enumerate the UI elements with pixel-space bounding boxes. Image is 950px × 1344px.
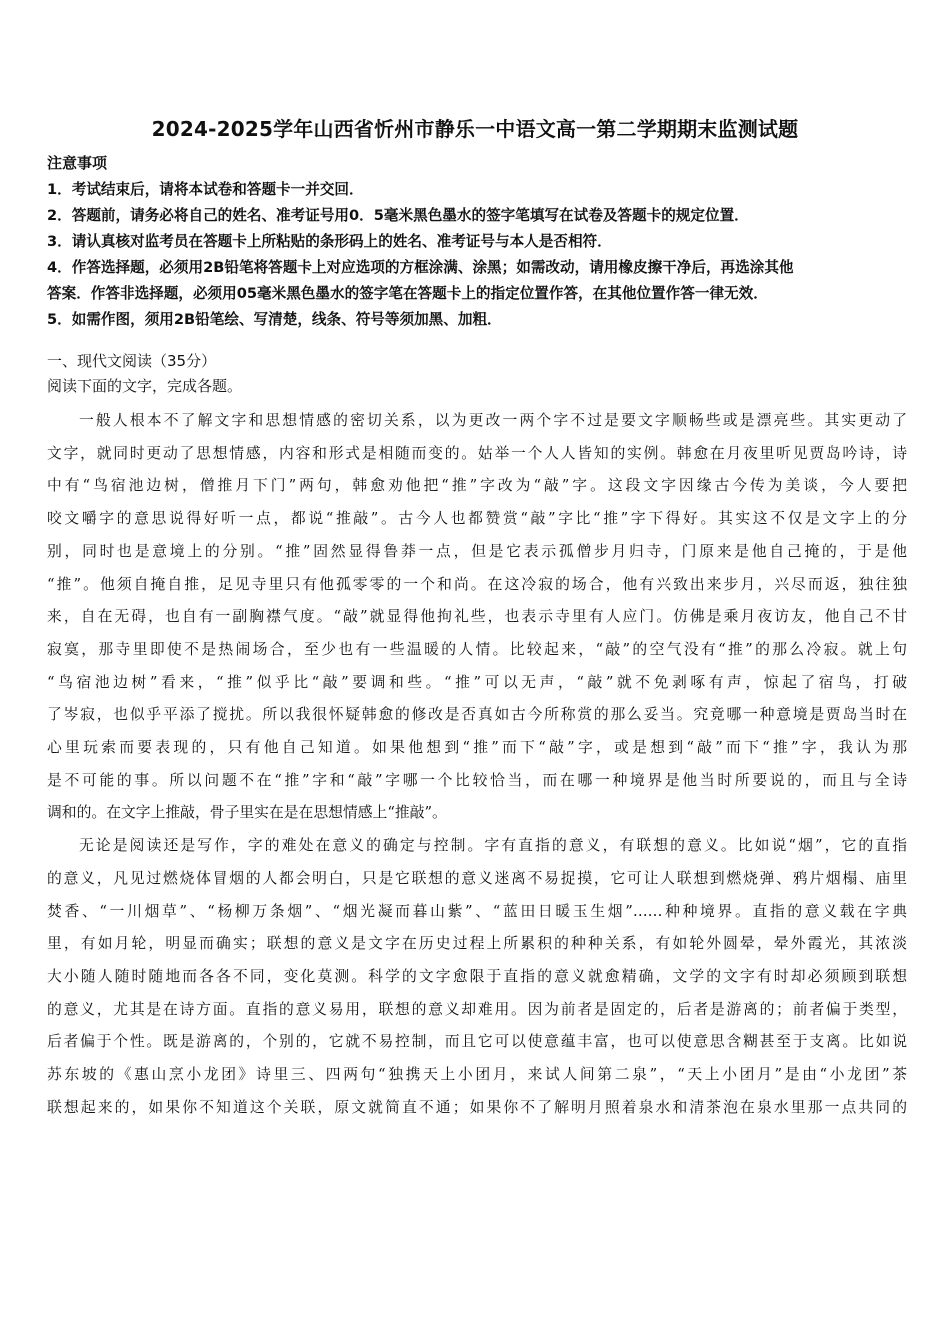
passage-line: 大小随人随时随地而各各不同，变化莫测。科学的文字愈限于直指的意义就愈精确，文学的文字有时却必须顾到联想 xyxy=(47,967,907,985)
passage-line: 的意义，尤其是在诗方面。直指的意义易用，联想的意义却难用。因为前者是固定的，后者是游离的；前者偏于类型， xyxy=(47,1000,907,1018)
notice-line: 4．作答选择题，必须用2B铅笔将答题卡上对应选项的方框涂满、涂黑；如需改动，请用橡皮擦干净后，再选涂其他 xyxy=(47,259,794,276)
passage-line: 苏东坡的《惠山烹小龙团》诗里三、四两句“独携天上小团月，来试人间第二泉”，“天上小团月”是由“小龙团”茶 xyxy=(47,1066,907,1084)
notice-line: 3．请认真核对监考员在答题卡上所粘贴的条形码上的姓名、准考证号与本人是否相符． xyxy=(47,233,612,250)
passage-line: 了岑寂，也似乎平添了搅扰。所以我很怀疑韩愈的修改是否真如古今所称赏的那么妥当。究竟哪一种意境是贾岛当时在 xyxy=(47,706,907,724)
passage-line: “推”。他须自掩自推，足见寺里只有他孤零零的一个和尚。在这冷寂的场合，他有兴致出来步月，兴尽而返，独往独 xyxy=(47,575,907,593)
passage-line: 里，有如月轮，明显而确实；联想的意义是文字在历史过程上所累积的种种关系，有如轮外圆晕，晕外霞光，其浓淡 xyxy=(47,935,907,953)
passage-line: 心里玩索而要表现的，只有他自己知道。如果他想到“推”而下“敲”字，或是想到“敲”而下“推”字，我认为那 xyxy=(47,739,907,757)
notice-line: 2．答题前，请务必将自己的姓名、准考证号用0．5毫米黑色墨水的签字笔填写在试卷及答题卡的规定位置． xyxy=(47,207,749,224)
passage-line: 的意义，凡见过燃烧体冒烟的人都会明白，只是它联想的意义迷离不易捉摸，它可让人联想到燃烧弹、鸦片烟榻、庙里 xyxy=(47,869,907,887)
passage-line: 无论是阅读还是写作，字的难处在意义的确定与控制。字有直指的意义，有联想的意义。比如说“烟”，它的直指 xyxy=(79,837,907,855)
passage-line: 调和的。在文字上推敲，骨子里实在是在思想情感上“推敲”。 xyxy=(47,804,447,822)
passage-line: 文字，就同时更动了思想情感，内容和形式是相随而变的。姑举一个人人皆知的实例。韩愈在月夜里听见贾岛吟诗，诗 xyxy=(47,444,907,462)
passage-line: 别，同时也是意境上的分别。“推”固然显得鲁莽一点，但是它表示孤僧步月归寺，门原来是他自己掩的，于是他 xyxy=(47,542,907,560)
notice-line: 5．如需作图，须用2B铅笔绘、写清楚，线条、符号等须加黑、加粗． xyxy=(47,311,502,328)
section-instruction: 阅读下面的文字，完成各题。 xyxy=(47,377,243,395)
passage-line: 中有“鸟宿池边树，僧推月下门”两句，韩愈劝他把“推”字改为“敲”字。这段文字因缘古今传为美谈，今人要把 xyxy=(47,477,907,495)
notice-list xyxy=(47,177,907,333)
notice-line: 答案．作答非选择题，必须用05毫米黑色墨水的签字笔在答题卡上的指定位置作答，在其他位置作答一律无效． xyxy=(47,285,768,302)
passage-line: 一般人根本不了解文字和思想情感的密切关系，以为更改一两个字不过是要文字顺畅些或是漂亮些。其实更动了 xyxy=(79,412,907,429)
page-title: 2024-2025学年山西省忻州市静乐一中语文高一第二学期期末监测试题 xyxy=(151,117,799,141)
reading-passage xyxy=(47,405,907,1124)
notice-line: 1．考试结束后，请将本试卷和答题卡一并交回． xyxy=(47,181,364,198)
passage-line: 焚香、“一川烟草”、“杨柳万条烟”、“烟光凝而暮山紫”、“蓝田日暖玉生烟”……种种境界。直指的意义载在字典 xyxy=(47,902,907,920)
passage-line: “鸟宿池边树”看来，“推”似乎比“敲”要调和些。“推”可以无声，“敲”就不免剥啄有声，惊起了宿鸟，打破 xyxy=(47,673,907,691)
passage-line: 来，自在无碍，也自有一副胸襟气度。“敲”就显得他拘礼些，也表示寺里有人应门。仿佛是乘月夜访友，他自己不甘 xyxy=(47,608,907,626)
section-heading: 一、现代文阅读（35分） xyxy=(47,352,217,370)
passage-line: 是不可能的事。所以问题不在“推”字和“敲”字哪一个比较恰当，而在哪一种境界是他当时所要说的，而且与全诗 xyxy=(47,771,907,789)
passage-line: 咬文嚼字的意思说得好听一点，都说“推敲”。古今人也都赞赏“敲”字比“推”字下得好。其实这不仅是文字上的分 xyxy=(47,510,907,528)
notice-heading: 注意事项 xyxy=(47,154,108,172)
passage-line: 后者偏于个性。既是游离的，个别的，它就不易控制，而且它可以使意蕴丰富，也可以使意思含糊甚至于支离。比如说 xyxy=(47,1033,907,1051)
passage-line: 联想起来的，如果你不知道这个关联，原文就简直不通；如果你不了解明月照着泉水和清茶泡在泉水里那一点共同的 xyxy=(47,1098,907,1116)
passage-line: 寂寞，那寺里即使不是热闹场合，至少也有一些温暖的人情。比较起来，“敲”的空气没有“推”的那么冷寂。就上句 xyxy=(47,640,907,658)
